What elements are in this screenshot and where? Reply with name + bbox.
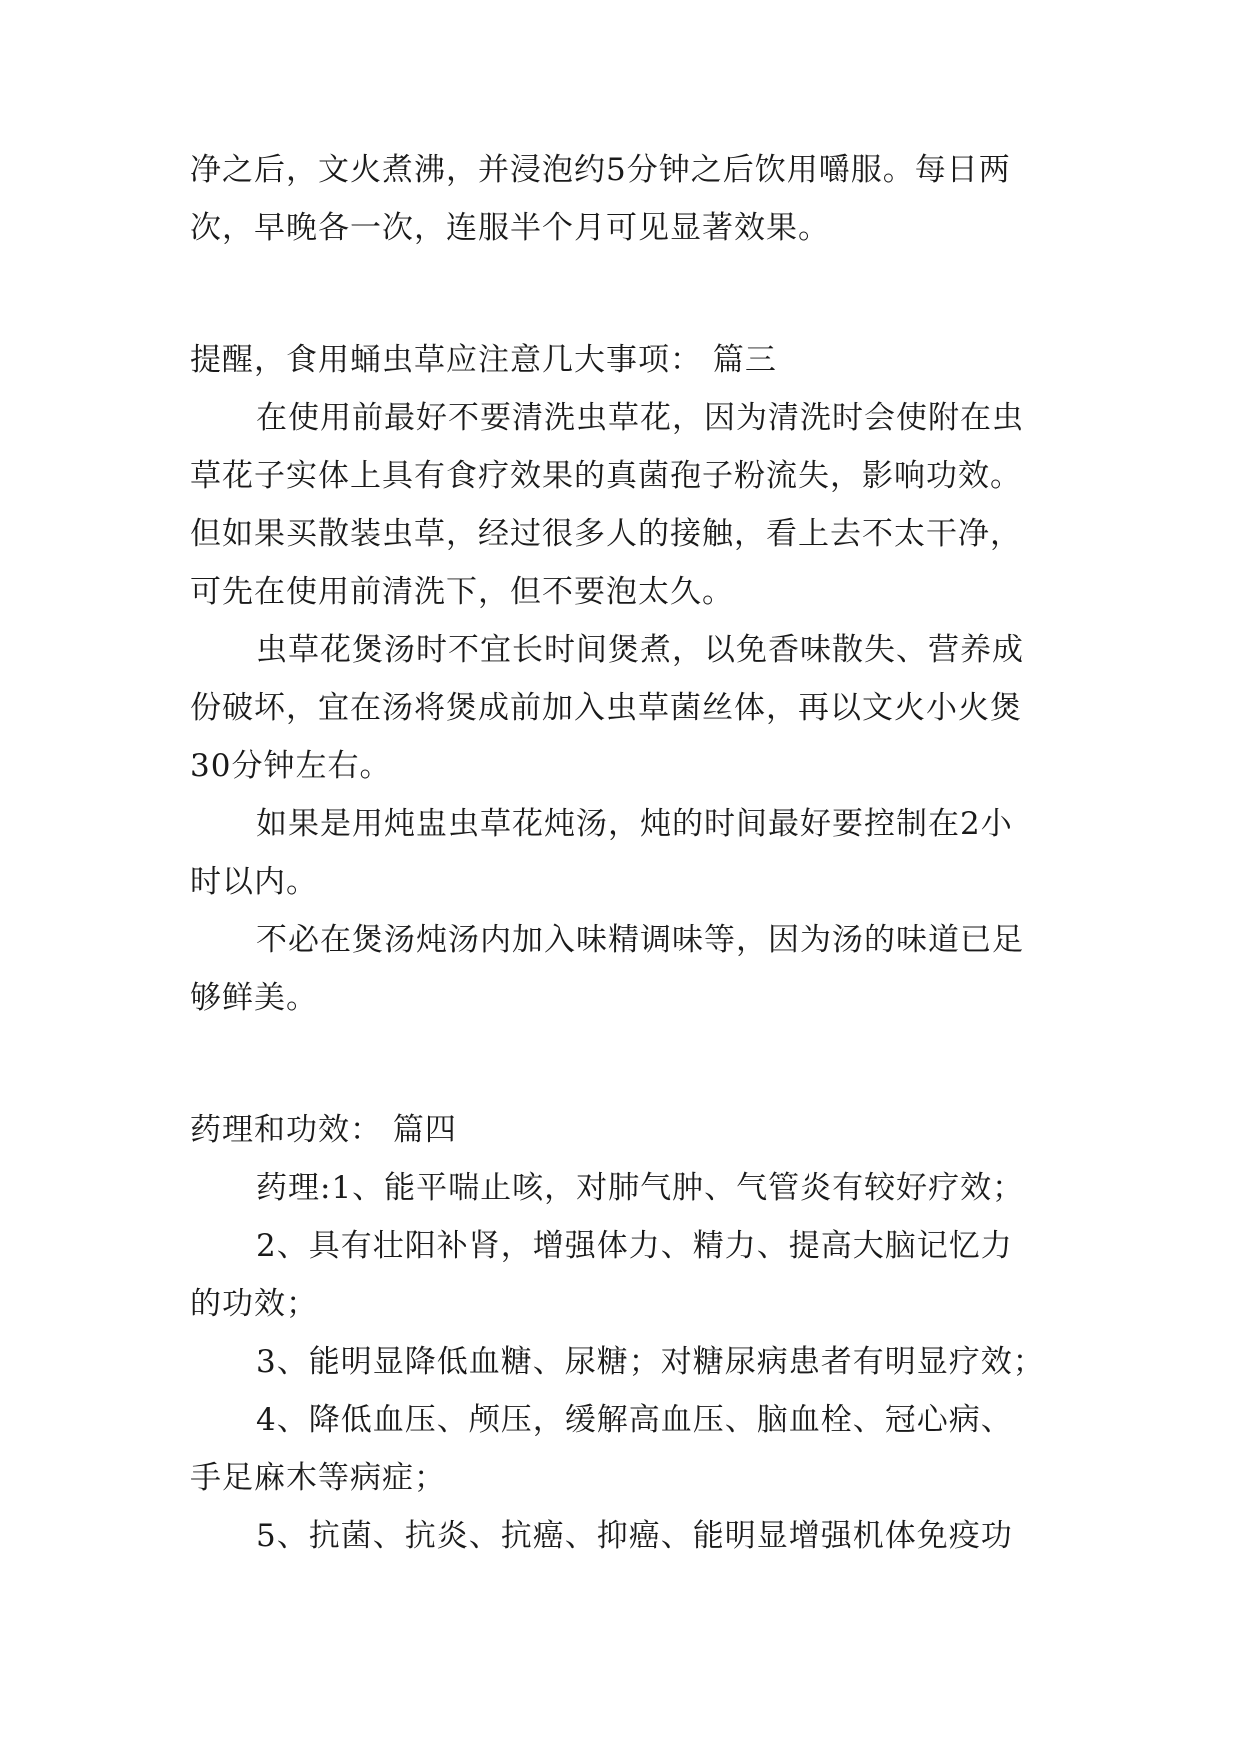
text-line: 草花子实体上具有食疗效果的真菌孢子粉流失，影响功效。 <box>190 458 1022 494</box>
paragraph-line: 虫草花煲汤时不宜长时间煲煮，以免香味散失、营养成 <box>256 632 1024 668</box>
text-line: 但如果买散装虫草，经过很多人的接触，看上去不太干净， <box>190 516 1022 552</box>
text-line: 可先在使用前清洗下，但不要泡太久。 <box>190 574 734 610</box>
text-line: 的功效； <box>190 1286 318 1322</box>
paragraph-line: 在使用前最好不要清洗虫草花，因为清洗时会使附在虫 <box>256 400 1024 436</box>
paragraph-line: 2、具有壮阳补肾，增强体力、精力、提高大脑记忆力 <box>256 1228 1013 1264</box>
paragraph-line: 5、抗菌、抗炎、抗癌、抑癌、能明显增强机体免疫功 <box>256 1518 1013 1554</box>
paragraph-line: 如果是用炖盅虫草花炖汤，炖的时间最好要控制在2小 <box>256 806 1013 842</box>
paragraph-line: 药理:1、能平喘止咳，对肺气肿、气管炎有较好疗效； <box>256 1170 1025 1206</box>
text-line: 净之后，文火煮沸，并浸泡约5分钟之后饮用嚼服。每日两 <box>190 152 1011 188</box>
text-line: 份破坏，宜在汤将煲成前加入虫草菌丝体，再以文火小火煲 <box>190 690 1022 726</box>
text-line: 手足麻木等病症； <box>190 1460 446 1496</box>
text-line: 够鲜美。 <box>190 980 318 1016</box>
paragraph-line: 3、能明显降低血糖、尿糖；对糖尿病患者有明显疗效； <box>256 1344 1045 1380</box>
paragraph-line: 4、降低血压、颅压，缓解高血压、脑血栓、冠心病、 <box>256 1402 1013 1438</box>
section-heading: 提醒，食用蛹虫草应注意几大事项： 篇三 <box>190 342 777 378</box>
text-line: 时以内。 <box>190 864 318 900</box>
paragraph-line: 不必在煲汤炖汤内加入味精调味等，因为汤的味道已足 <box>256 922 1024 958</box>
text-line: 次，早晚各一次，连服半个月可见显著效果。 <box>190 210 830 246</box>
text-line: 30分钟左右。 <box>190 748 392 784</box>
section-heading: 药理和功效： 篇四 <box>190 1112 457 1148</box>
